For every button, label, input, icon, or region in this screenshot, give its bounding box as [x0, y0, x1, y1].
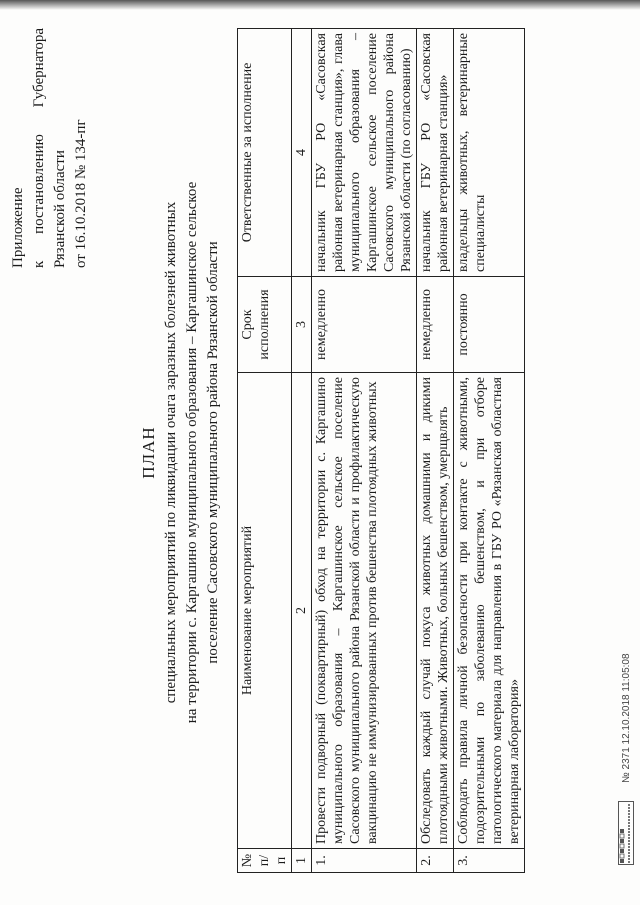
- appendix-line-2-left: к: [31, 260, 47, 268]
- row-3-resp-text: владельцы животных, ветеринарные специалисты: [456, 33, 488, 272]
- appendix-line-2-mid: постановлению: [31, 134, 47, 234]
- row-1-term: немедленно: [312, 277, 417, 373]
- row-1-resp-text: начальник ГБУ РО «Сасовская районная ветеринарная станция», глава муниципального образования – Каргашинское сельское поселение Сасовского муниципального района Рязанской области (по согласованию): [314, 33, 414, 272]
- document-number: № 2371 12.10.2018 11:05:08: [621, 653, 632, 783]
- row-3-name-text: Соблюдать правила личной безопасности при контакте с животными, подозрительными по заболеванию бешенством, и при отборе патологического материала для направления в ГБУ РО «Рязанская областная ветеринарная лаборатория»: [456, 377, 522, 844]
- table-row: [417, 29, 454, 873]
- row-3-name: [454, 373, 525, 849]
- row-1-resp: [312, 29, 417, 277]
- appendix-line-2: [29, 28, 50, 268]
- appendix-block: [8, 28, 92, 268]
- plan-title-line-3: поселение Сасовского муниципального района Рязанской области: [205, 241, 221, 664]
- table-row: [312, 29, 417, 873]
- plan-title-line-1: специальных мероприятий по ликвидации очага заразных болезней животных: [163, 201, 179, 704]
- plan-heading: ПЛАН: [139, 426, 158, 479]
- row-2-name: [417, 373, 454, 849]
- header-resp: Ответственные за исполнение: [238, 29, 292, 277]
- appendix-line-3: Рязанской области: [52, 150, 68, 268]
- col-number-4: 4: [292, 29, 312, 277]
- row-2-resp-text: начальник ГБУ РО «Сасовская районная ветеринарная станция»: [419, 33, 451, 272]
- row-2-name-text: Обследовать каждый случай покуса животных домашними и дикими плотоядными животными. Животных, больных бешенством, умерщвлять: [419, 377, 451, 844]
- header-name: Наименование мероприятий: [238, 373, 292, 849]
- table-row: [454, 29, 525, 873]
- plan-title-block: [138, 80, 224, 825]
- col-number-1: 1: [292, 849, 312, 873]
- row-3-resp: [454, 29, 525, 277]
- appendix-line-1: Приложение: [10, 187, 26, 268]
- col-number-3: 3: [292, 277, 312, 373]
- document-footer: [618, 465, 636, 865]
- measures-table: [237, 28, 525, 873]
- row-1-num: 1.: [312, 849, 417, 873]
- appendix-line-4: от 16.10.2018 № 134-пг: [73, 119, 89, 268]
- row-2-num: 2.: [417, 849, 454, 873]
- row-2-term: немедленно: [417, 277, 454, 373]
- table-header-row: [238, 29, 292, 873]
- row-1-name-text: Провести подворный (поквартирный) обход на территории с. Каргашино муниципального образования – Каргашинское сельское поселение Сасовского муниципального района Рязанской области и профилактическую вакцинацию не иммунизированных против бешенства плотоядных животных: [314, 377, 380, 844]
- table-column-numbers-row: [292, 29, 312, 873]
- plan-title-line-2: на территории с. Каргашино муниципального образования – Каргашинское сельское: [184, 181, 200, 724]
- col-number-2: 2: [292, 373, 312, 849]
- row-2-resp: [417, 29, 454, 277]
- row-1-name: [312, 373, 417, 849]
- registry-logo-icon: [618, 801, 634, 865]
- appendix-line-2-right: Губернатора: [31, 28, 47, 108]
- row-3-term: постоянно: [454, 277, 525, 373]
- row-3-num: 3.: [454, 849, 525, 873]
- header-num: № п/п: [238, 849, 292, 873]
- header-term: Срок исполнения: [238, 277, 292, 373]
